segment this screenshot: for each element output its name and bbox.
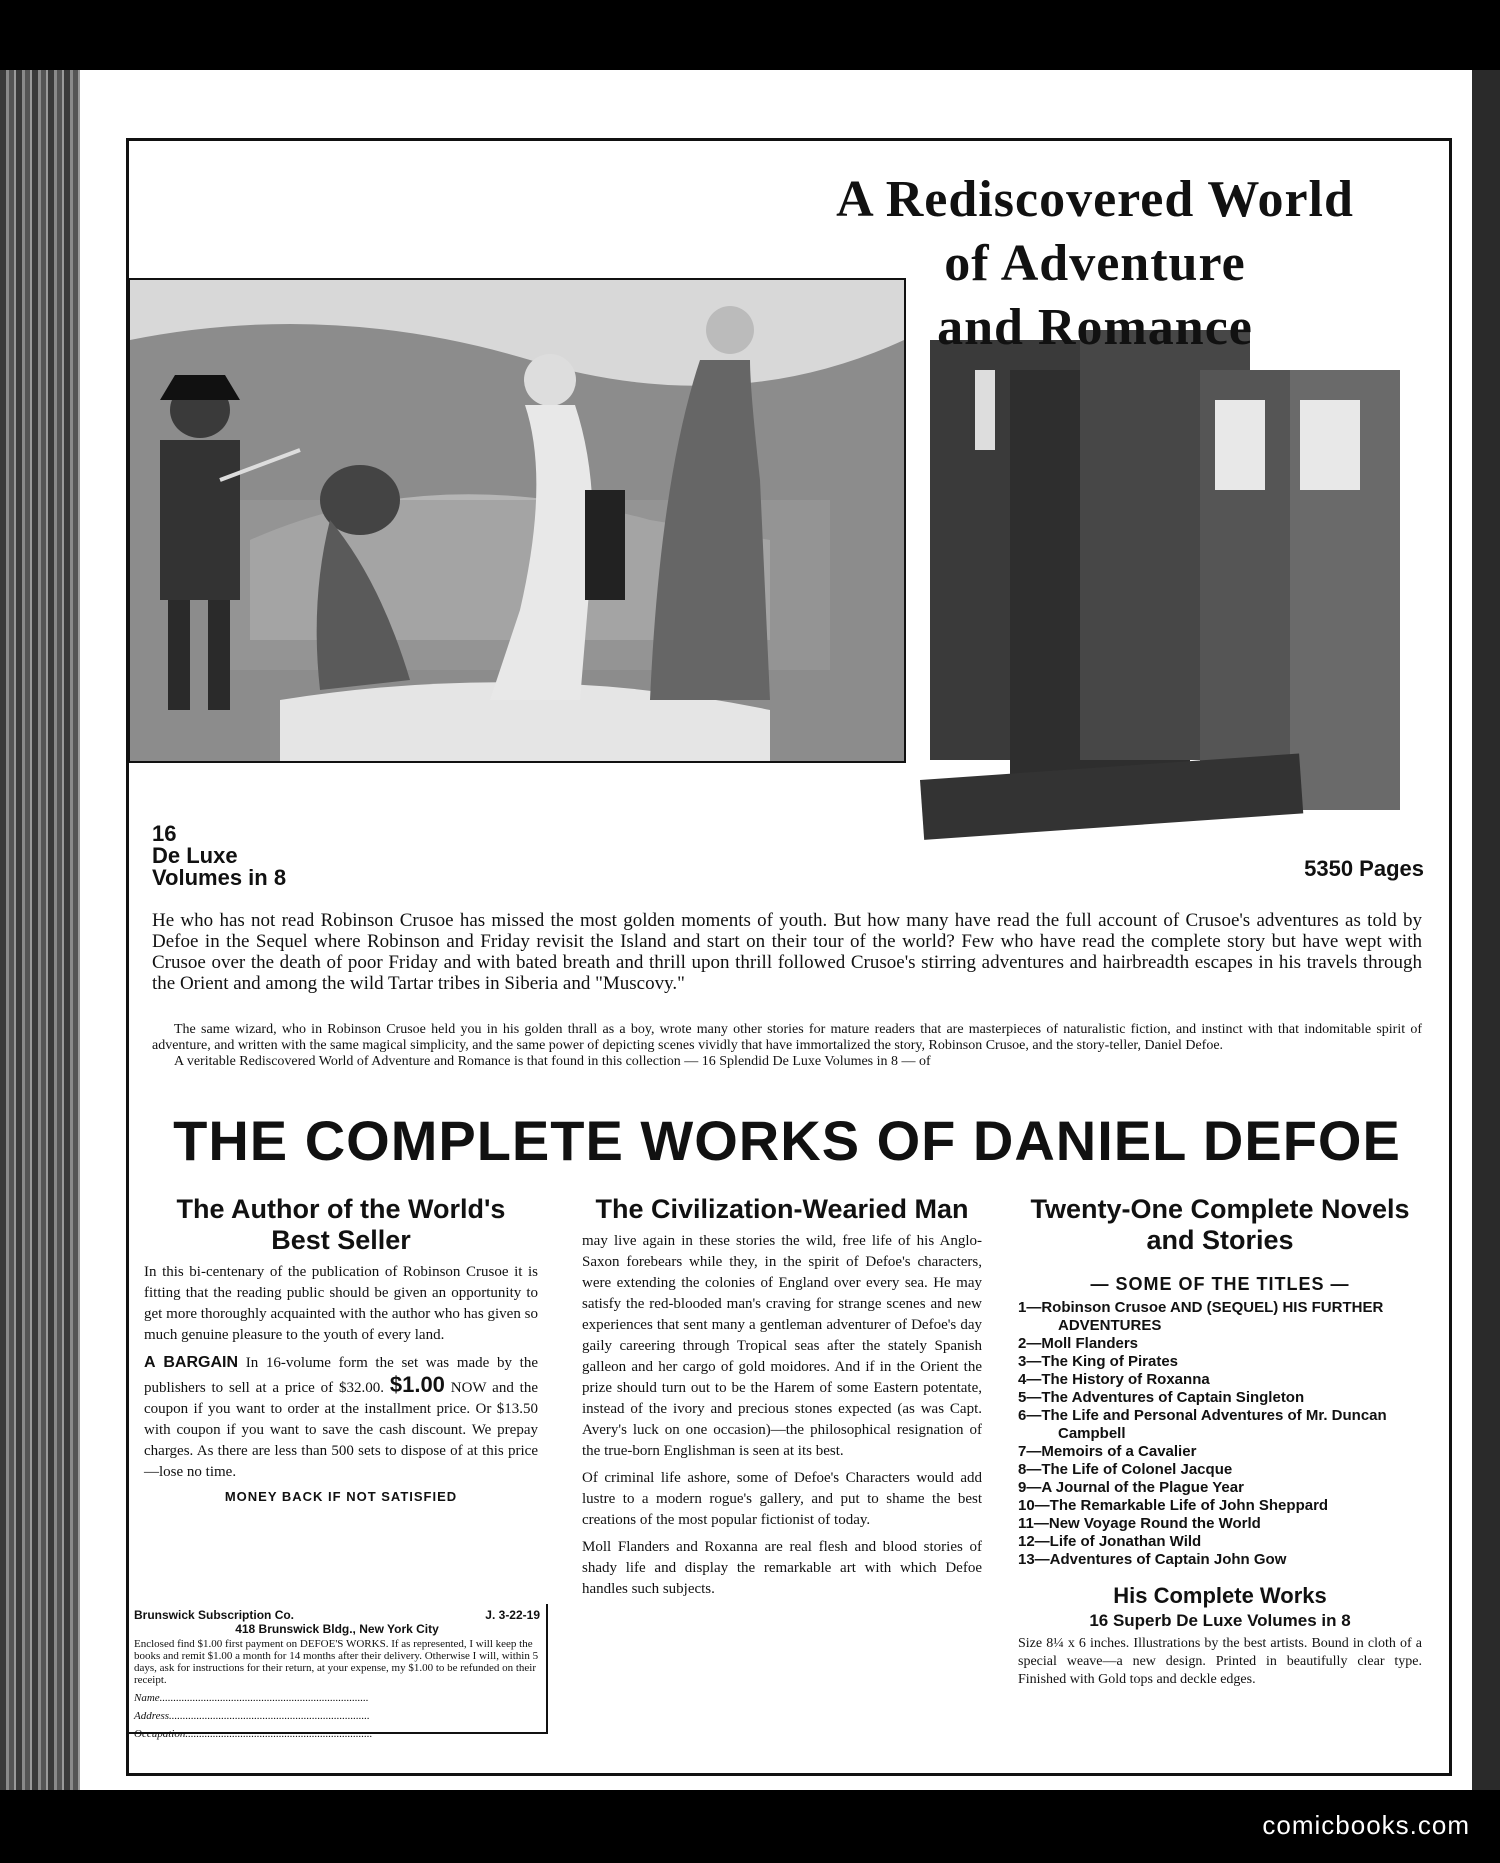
list-item: 11—New Voyage Round the World	[1018, 1515, 1261, 1532]
headline-line-2: of Adventure	[944, 235, 1246, 292]
order-coupon[interactable]	[128, 1604, 548, 1740]
column-civilization-para-2: Of criminal life ashore, some of Defoe's Characters would add lustre to a modern rogue's gallery, and put to shame the best creations of the most popular fictionist of today.	[582, 1470, 982, 1528]
column-civilization-heading: The Civilization-Wearied Man	[595, 1194, 969, 1224]
bargain-text: In 16-volume form the set was made by the publishers to sell at a price of $32.00.	[144, 1355, 539, 1396]
list-item: 9—A Journal of the Plague Year	[1018, 1479, 1244, 1496]
headline	[760, 168, 1430, 360]
coupon-code: J. 3-22-19	[485, 1608, 540, 1622]
volumes-label	[152, 823, 286, 889]
price-text: NOW and the coupon if you want to order at the installment price. Or $13.50 with coupon if you want to save the cash discount. We prepay charges. As there are less than 500 sets to dispose of at this price—lose no time.	[144, 1380, 538, 1480]
titles-heading: — SOME OF THE TITLES —	[1090, 1274, 1350, 1294]
column-civilization	[582, 1194, 982, 1600]
list-item: 1—Robinson Crusoe AND (SEQUEL) HIS FURTHER ADVENTURES	[1018, 1299, 1384, 1334]
list-item: 4—The History of Roxanna	[1018, 1371, 1210, 1388]
coupon-name-label: Name	[134, 1692, 160, 1704]
coupon-occupation-label: Occupation	[134, 1728, 186, 1740]
main-title: THE COMPLETE WORKS OF DANIEL DEFOE	[173, 1109, 1401, 1172]
book-set-illustration	[900, 330, 1450, 850]
coupon-address: 418 Brunswick Bldg., New York City	[235, 1622, 439, 1636]
headline-line-1: A Rediscovered World	[836, 171, 1354, 228]
list-item: 2—Moll Flanders	[1018, 1335, 1139, 1352]
list-item: 7—Memoirs of a Cavalier	[1018, 1443, 1197, 1460]
pages-label: 5350 Pages	[1304, 856, 1424, 881]
complete-works-description: Size 8¼ x 6 inches. Illustrations by the best artists. Bound in cloth of a special weave—a new design. Printed in beautifully clear type. Finished with Gold tops and deckle edges.	[1018, 1636, 1422, 1687]
complete-works-subheading: 16 Superb De Luxe Volumes in 8	[1089, 1611, 1351, 1630]
intro-small-para-2: A veritable Rediscovered World of Adventure and Romance is that found in this collection — 16 Splendid De Luxe Volumes in 8 — of	[174, 1054, 931, 1069]
list-item: 6—The Life and Personal Adventures of Mr. Duncan Campbell	[1018, 1407, 1387, 1442]
coupon-occupation-field[interactable]: Occupation....................................................................	[134, 1728, 373, 1740]
intro-small-text	[152, 1022, 1422, 1070]
coupon-address-label: Address	[134, 1710, 170, 1722]
list-item: 5—The Adventures of Captain Singleton	[1018, 1389, 1305, 1406]
column-civilization-para-3: Moll Flanders and Roxanna are real flesh and blood stories of shady life and display the remarkable art with which Defoe handles such subjects.	[582, 1539, 982, 1597]
coupon-firm: Brunswick Subscription Co.	[134, 1608, 295, 1622]
bargain-heading: A BARGAIN	[144, 1354, 239, 1371]
list-item: 10—The Remarkable Life of John Sheppard	[1018, 1497, 1329, 1514]
column-civilization-para-1: may live again in these stories the wild, free life of his Anglo-Saxon forebears while they, in the spirit of Defoe's characters, were extending the colonies of England over every sea. He may satisfy the red-blooded man's craving for strange scenes and new experiences that sent many a gentleman adventurer of Defoe's day gaily careering through Tropical seas after the stately Spanish galleon and her cargo of gold moidores. And if in the Orient the prize should turn out to be the Harem of some Eastern potentate, instead of the ivory and precious stones expected (as was Capt. Avery's luck on one occasion)—the philosophical resignation of the true-born Englishman is seen at its best.	[582, 1233, 982, 1459]
watermark: comicbooks.com	[1262, 1810, 1470, 1840]
column-author	[144, 1194, 538, 1504]
column-novels	[1018, 1194, 1422, 1689]
column-author-heading: The Author of the World's Best Seller	[176, 1194, 506, 1255]
book-spine-right	[1472, 70, 1500, 1790]
price: $1.00	[389, 1372, 445, 1397]
coupon-name-field[interactable]: Name............................................................................	[134, 1692, 369, 1704]
money-back-guarantee: MONEY BACK IF NOT SATISFIED	[224, 1489, 458, 1504]
intro-small-para-1: The same wizard, who in Robinson Crusoe held you in his golden thrall as a boy, wrote many other stories for mature readers that are masterpieces of naturalistic fiction, and instinct with that indomitable spirit of adventure, and written with the same magical simplicity, and the same power of depicting scenes vividly that have immortalized the story, Robinson Crusoe, and the story-teller, Daniel Defoe.	[152, 1022, 1422, 1053]
titles-list	[1018, 1299, 1422, 1569]
book-spine-left	[0, 70, 80, 1790]
list-item: 3—The King of Pirates	[1018, 1353, 1179, 1370]
list-item: 8—The Life of Colonel Jacque	[1018, 1461, 1233, 1478]
column-author-para: In this bi-centenary of the publication of Robinson Crusoe it is fitting that the reading public should be given an opportunity to get more thoroughly acquainted with the author who has given so much genuine pleasure to the youth of every land.	[144, 1264, 538, 1343]
coupon-body: Enclosed find $1.00 first payment on DEFOE'S WORKS. If as represented, I will keep the books and remit $1.00 a month for 14 months after their delivery. Otherwise I will, within 5 days, ask for instructions for their return, at your expense, my $1.00 to be refunded on their receipt.	[134, 1638, 539, 1686]
volumes-count: 16	[152, 821, 177, 846]
volumes-bound: Volumes in 8	[152, 865, 287, 890]
complete-works-heading: His Complete Works	[1113, 1583, 1327, 1608]
headline-line-3: and Romance	[937, 299, 1253, 356]
volumes-edition: De Luxe	[152, 843, 238, 868]
coupon-header	[134, 1608, 540, 1622]
list-item: 12—Life of Jonathan Wild	[1018, 1533, 1202, 1550]
column-novels-heading: Twenty-One Complete Novels and Stories	[1030, 1194, 1410, 1255]
list-item: 13—Adventures of Captain John Gow	[1018, 1551, 1287, 1568]
intro-paragraph: He who has not read Robinson Crusoe has missed the most golden moments of youth. But how many have read the full account of Crusoe's adventures as told by Defoe in the Sequel where Robinson and Friday revisit the Island and start on their tour of the world? Few who have read the complete story but have wept with Crusoe over the death of poor Friday and with bated breath and thrill upon thrill followed Crusoe's stirring adventures and hairbreadth escapes in his travels through the Orient and among the wild Tartar tribes in Siberia and "Muscovy."	[152, 910, 1422, 994]
bargain-paragraph	[144, 1352, 538, 1483]
coupon-address-field[interactable]: Address.........................................................................	[134, 1710, 370, 1722]
